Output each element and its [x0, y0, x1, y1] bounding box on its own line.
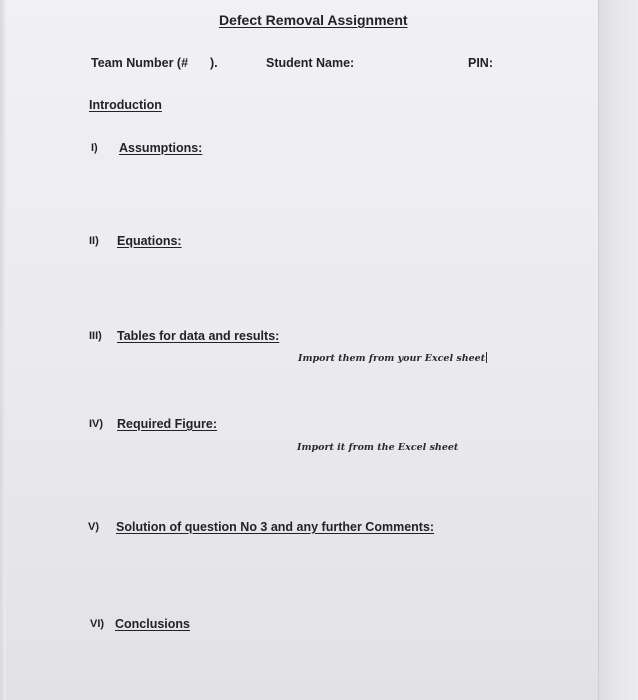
tables-note-text: Import them from your Excel sheet: [298, 353, 486, 364]
section-heading-assumptions: Assumptions:: [119, 141, 203, 155]
section-number-3: III): [89, 330, 102, 342]
pin-label: PIN:: [468, 56, 493, 70]
section-number-6: VI): [90, 618, 105, 630]
section-heading-tables: Tables for data and results:: [117, 329, 280, 343]
section-number-4: IV): [89, 418, 104, 430]
section-number-2: II): [89, 235, 99, 247]
section-heading-figure: Required Figure:: [117, 417, 218, 431]
document-title: Defect Removal Assignment: [219, 12, 408, 28]
page-right-edge: [598, 0, 638, 700]
page-left-edge: [0, 0, 6, 700]
introduction-heading: Introduction: [89, 98, 162, 112]
team-number-close: ).: [210, 56, 218, 70]
tables-note: [298, 352, 487, 364]
section-heading-conclusions: Conclusions: [115, 617, 191, 631]
section-heading-solution: Solution of question No 3 and any further Comments:: [116, 520, 435, 534]
section-number-5: V): [88, 521, 99, 533]
section-number-1: I): [91, 142, 98, 154]
section-heading-equations: Equations:: [117, 234, 182, 248]
student-name-label: Student Name:: [266, 56, 355, 70]
text-cursor: [486, 352, 487, 363]
team-number-label: Team Number (#: [91, 56, 189, 70]
figure-note: Import it from the Excel sheet: [297, 442, 459, 453]
